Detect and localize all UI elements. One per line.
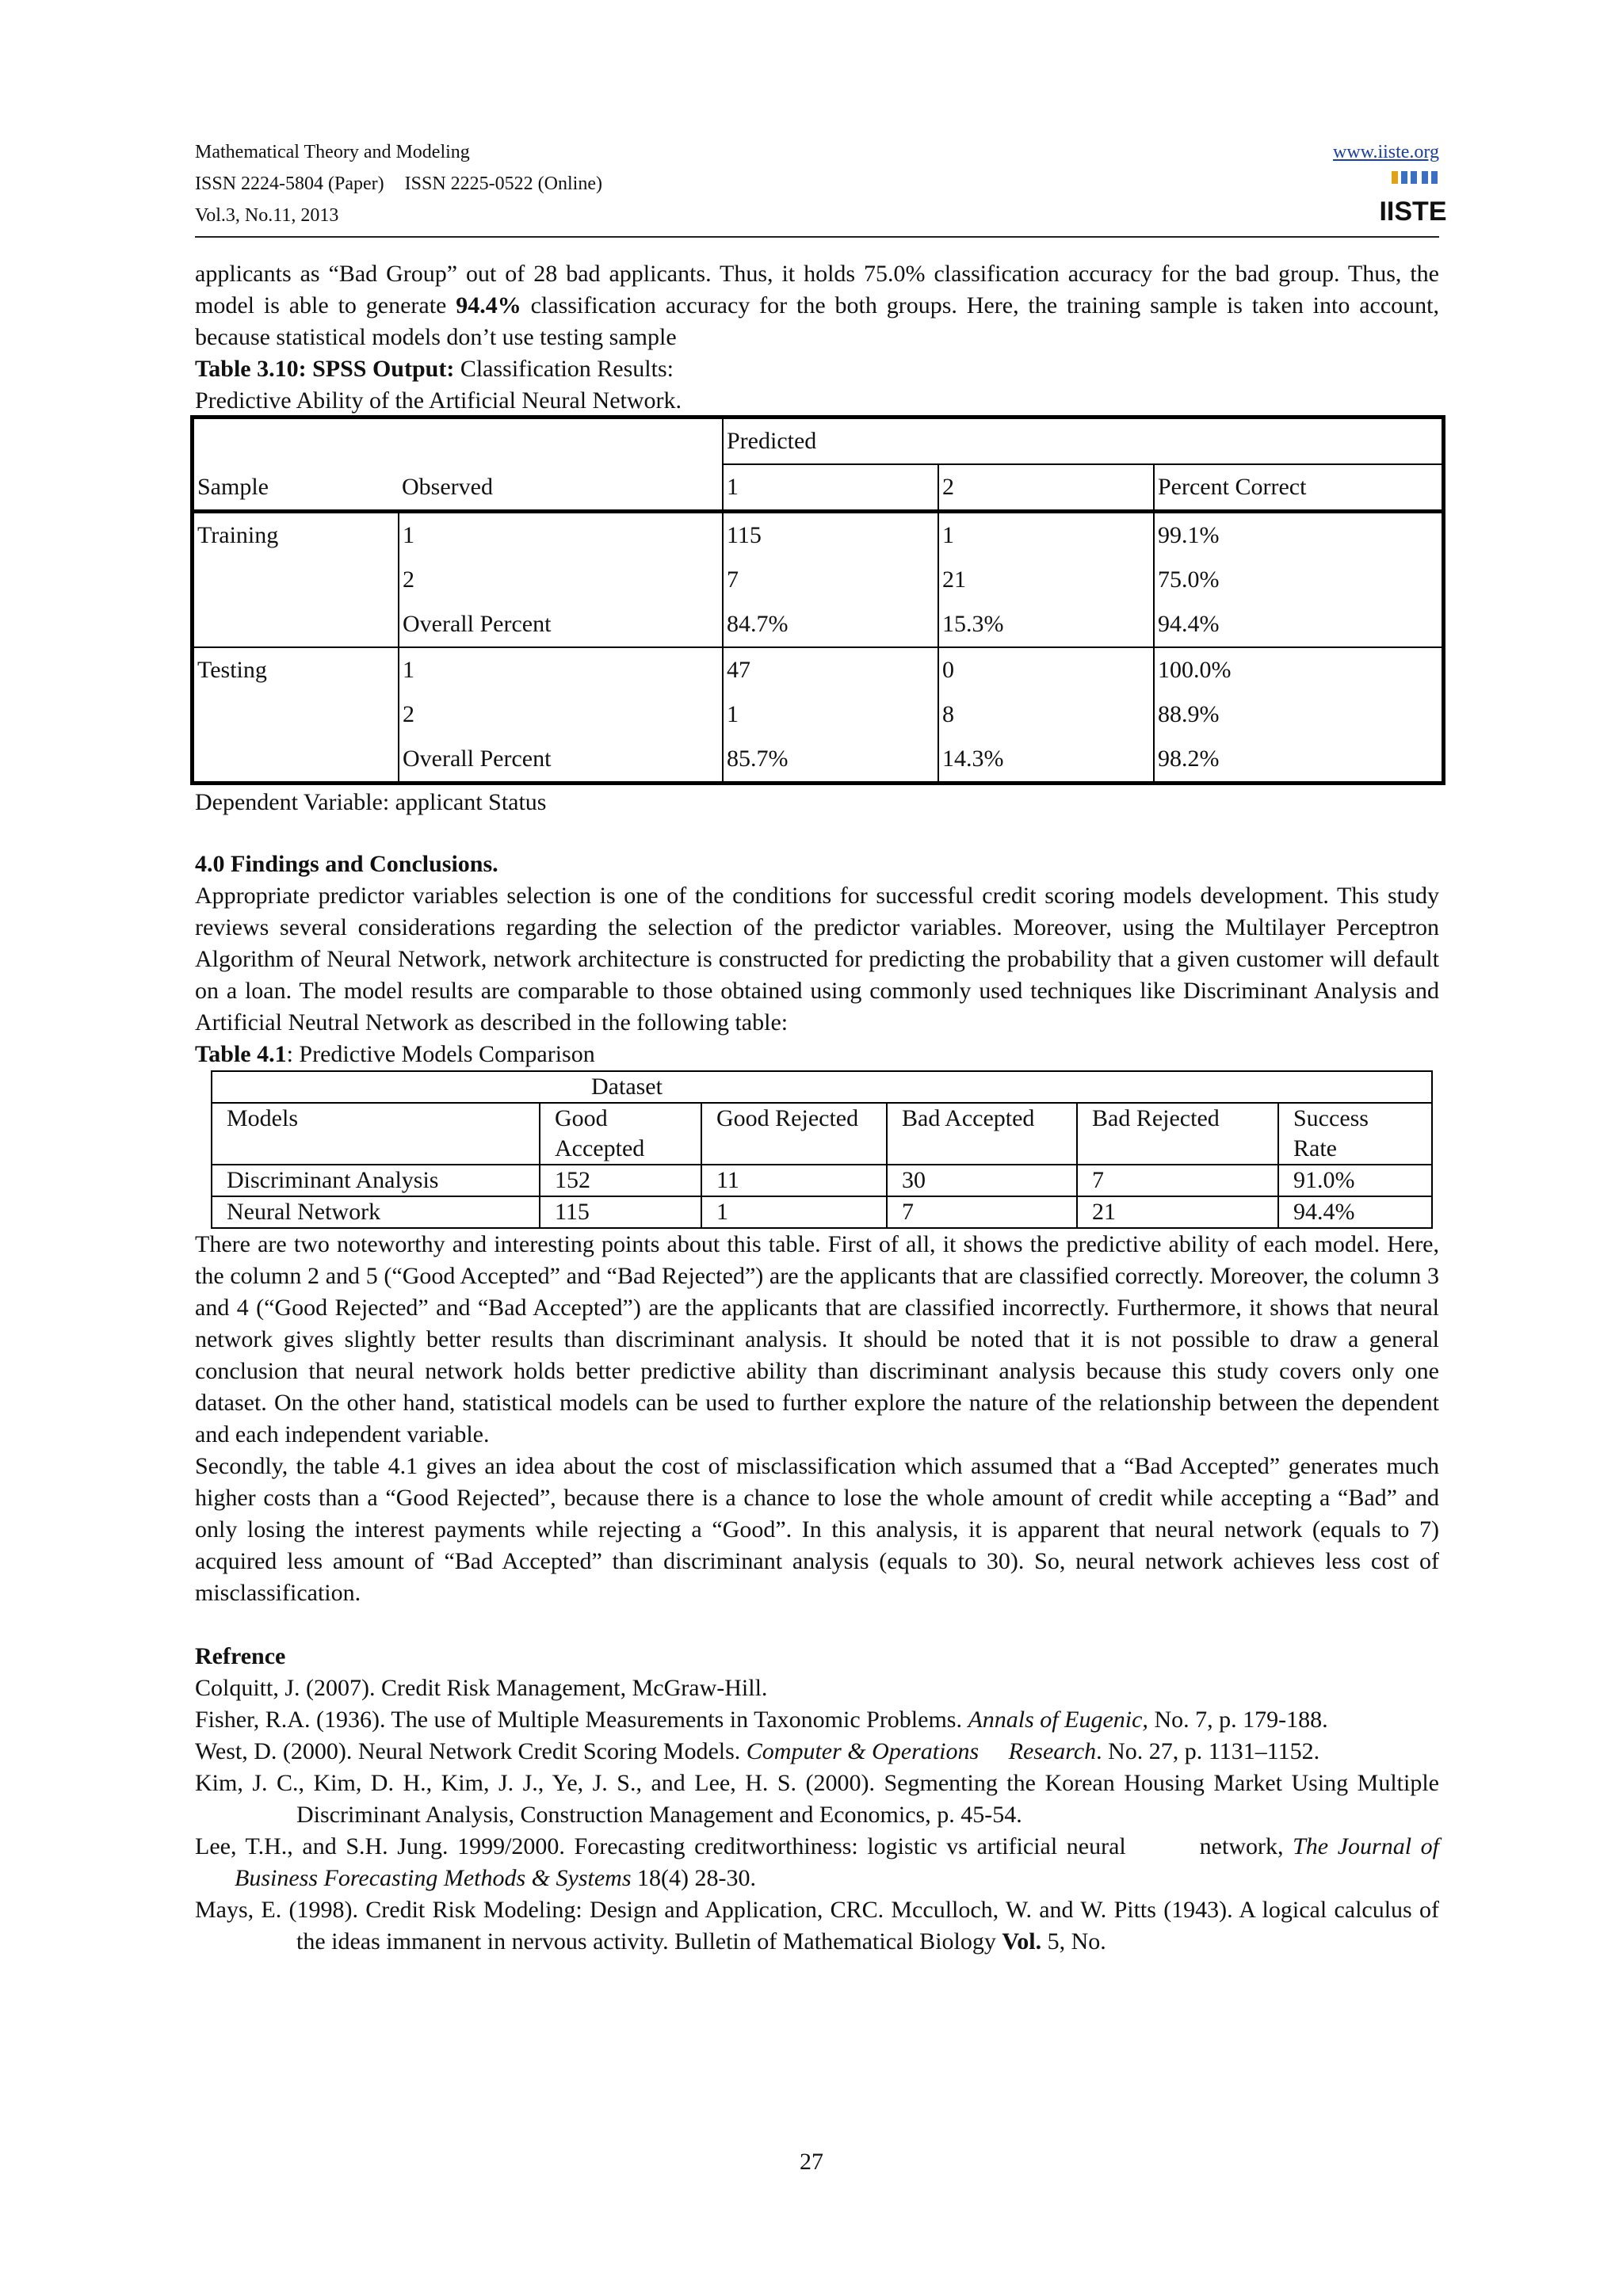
table-3-10-subtitle: Predictive Ability of the Artificial Neural Network. [195,387,682,414]
cell-percent: 100.0% [1154,647,1444,692]
cell-good-accepted: 152 [540,1165,701,1196]
header-predicted-1: 1 [723,464,938,512]
cell-pred1: 47 [723,647,938,692]
ref-text: West, D. (2000). Neural Network Credit Scoring Models. [195,1738,747,1764]
cell-observed: 2 [399,692,723,737]
cell-pred1: 115 [723,512,938,559]
cell-pred2: 21 [938,558,1154,602]
cell-observed: 1 [399,512,723,559]
classification-table [190,415,1445,785]
table-4-1-title: : Predictive Models Comparison [286,1041,595,1067]
reference-item: Colquitt, J. (2007). Credit Risk Management, McGraw-Hill. [195,1675,768,1701]
reference-item [195,1736,1439,1768]
header-success-rate: Success Rate [1278,1103,1432,1165]
cell-pred2: 14.3% [938,737,1154,784]
reference-item [195,1894,1439,1958]
cell-bad-accepted: 7 [887,1196,1077,1228]
journal-url-link[interactable]: www.iiste.org [1333,142,1439,162]
intro-paragraph [195,258,1439,353]
cell-bad-rejected: 7 [1077,1165,1278,1196]
table-row [193,512,1444,559]
cell-model: Neural Network [212,1196,540,1228]
table-row [193,692,1444,737]
header-models: Models [212,1103,540,1165]
table-footnote: Dependent Variable: applicant Status [195,789,547,815]
cell-sample: Testing [193,647,399,692]
cell-percent: 75.0% [1154,558,1444,602]
table-3-10-caption [195,353,1439,385]
cell-pred2: 15.3% [938,602,1154,647]
cell-percent: 88.9% [1154,692,1444,737]
cell-success-rate: 94.4% [1278,1196,1432,1228]
ref-text: 5, No. [1041,1928,1106,1955]
cell-pred2: 0 [938,647,1154,692]
ref-bold: Vol. [1002,1928,1042,1955]
references-title: Refrence [195,1643,286,1669]
issn-paper: ISSN 2224-5804 (Paper) [195,174,384,194]
header-good-rejected: Good Rejected [701,1103,887,1165]
table-row [193,737,1444,784]
predicted-header: Predicted [723,418,1444,465]
intro-bold-value: 94.4% [456,292,521,318]
findings-paragraph: Appropriate predictor variables selection is one of the conditions for successful credit scoring models development. This study reviews several considerations regarding the selection of the predictor variables. Moreover, using the Multilayer Perceptron Algorithm of Neural Network, network architecture is constructed for predicting the probability that a given customer will default on a loan. The model results are comparable to those obtained using commonly used techniques like Discriminant Analysis and Artificial Neutral Network as described in the following table: [195,883,1439,1035]
cell-good-rejected: 11 [701,1165,887,1196]
cell-model: Discriminant Analysis [212,1165,540,1196]
ref-journal: Annals of Eugenic, [968,1707,1148,1733]
cell-pred2: 1 [938,512,1154,559]
ref-text: No. 7, p. 179-188. [1148,1707,1328,1733]
cell-sample [193,558,399,602]
issn-online: ISSN 2225-0522 (Online) [404,174,602,194]
running-header [195,136,1439,231]
cell-percent: 94.4% [1154,602,1444,647]
cell-sample [193,692,399,737]
ref-journal: Computer & Operations Research [746,1738,1097,1764]
discussion-paragraph-1: There are two noteworthy and interesting points about this table. First of all, it shows the predictive ability of each model. Here, the column 2 and 5 (“Good Accepted” and “Bad Rejected”) are the applicants that are classified correctly. Moreover, the column 3 and 4 (“Good Rejected” and “Bad Accepted”) are the applicants that are classified incorrectly. Furthermore, it shows that neural network gives slightly better results than discriminant analysis. It should be noted that it is not possible to draw a general conclusion that neural network holds better predictive ability than discriminant analysis because this study covers only one dataset. On the other hand, statistical models can be used to further explore the nature of the relationship between the dependent and each independent variable. [195,1231,1439,1447]
cell-pred2: 8 [938,692,1154,737]
ref-text: 18(4) 28-30. [631,1865,756,1891]
header-observed: Observed [399,464,723,512]
header-predicted-2: 2 [938,464,1154,512]
issn-line [195,168,1439,200]
cell-good-accepted: 115 [540,1196,701,1228]
dataset-header: Dataset [212,1071,1432,1103]
cell-observed: Overall Percent [399,602,723,647]
cell-bad-accepted: 30 [887,1165,1077,1196]
ref-text: . No. 27, p. 1131–1152. [1096,1738,1320,1764]
table-row [193,558,1444,602]
ref-text: Lee, T.H., and S.H. Jung. 1999/2000. Forecasting creditworthiness: logistic vs artificial neural network, [195,1833,1293,1859]
ref-text: Mays, E. (1998). Credit Risk Modeling: Design and Application, CRC. Mcculloch, W. and W. Pitts (1943). A logical calculus of the ideas immanent in nervous activity. Bulletin of Mathematical Biology [195,1897,1439,1955]
section-heading [195,849,1439,880]
journal-name: Mathematical Theory and Modeling [195,142,470,162]
cell-sample [193,737,399,784]
spacer [195,1609,1439,1641]
reference-item [195,1704,1439,1736]
cell-observed: 2 [399,558,723,602]
header-sample: Sample [193,464,399,512]
ref-journal: The Journal of Business Forecasting Methods & Systems [235,1833,1445,1891]
table-row [212,1165,1432,1196]
volume-info: Vol.3, No.11, 2013 [195,205,339,226]
spacer [195,818,1439,849]
cell-sample [193,602,399,647]
references [195,1641,1445,1958]
page-number: 27 [800,2149,823,2175]
iiste-logo-icon [1379,170,1447,227]
table-4-1-label: Table 4.1 [195,1041,287,1067]
table-row [212,1196,1432,1228]
table-3-10-label: Table 3.10: SPSS Output: [195,356,455,382]
findings-heading: 4.0 Findings and Conclusions. [195,851,498,877]
header-bad-rejected: Bad Rejected [1077,1103,1278,1165]
reference-item [195,1831,1445,1894]
ref-text: Fisher, R.A. (1936). The use of Multiple Measurements in Taxonomic Problems. [195,1707,968,1733]
intro-text: applicants as “Bad Group” out of 28 bad applicants. Thus, it holds 75.0% classification accuracy for the bad group. Thus, the model is able to generate [195,261,1439,318]
reference-item: Kim, J. C., Kim, D. H., Kim, J. J., Ye, J. S., and Lee, H. S. (2000). Segmenting the Korean Housing Market Using Multiple Discriminant Analysis, Construction Management and Economics, p. 45-54. [195,1770,1439,1828]
cell-percent: 99.1% [1154,512,1444,559]
cell-pred1: 7 [723,558,938,602]
cell-good-rejected: 1 [701,1196,887,1228]
references-heading [195,1641,1439,1672]
logo-text: IISTE [1379,196,1447,227]
cell-observed: 1 [399,647,723,692]
cell-percent: 98.2% [1154,737,1444,784]
header-percent-correct: Percent Correct [1154,464,1444,512]
cell-pred1: 84.7% [723,602,938,647]
header-good-accepted: Good Accepted [540,1103,701,1165]
cell-observed: Overall Percent [399,737,723,784]
table-row [193,602,1444,647]
cell-pred1: 1 [723,692,938,737]
discussion-paragraph-2: Secondly, the table 4.1 gives an idea about the cost of misclassification which assumed that a “Bad Accepted” generates much higher costs than a “Good Rejected”, because there is a chance to lose the whole amount of credit while accepting a “Bad” and only losing the interest payments while rejecting a “Good”. In this analysis, it is apparent that neural network (equals to 7) acquired less amount of “Bad Accepted” than discriminant analysis (equals to 30). So, neural network achieves less cost of misclassification. [195,1453,1439,1606]
cell-pred1: 85.7% [723,737,938,784]
header-divider [195,236,1439,238]
models-comparison-table [211,1070,1433,1229]
table-3-10-title: Classification Results: [454,356,674,382]
cell-bad-rejected: 21 [1077,1196,1278,1228]
intro-text-end: classification accuracy for the both groups. Here, the training sample is taken into account, because statistical models don’t use testing sample [195,292,1440,350]
table-row [193,647,1444,692]
header-bad-accepted: Bad Accepted [887,1103,1077,1165]
cell-success-rate: 91.0% [1278,1165,1432,1196]
main-content [195,258,1445,1958]
cell-sample: Training [193,512,399,559]
table-4-1-caption [195,1039,1439,1070]
